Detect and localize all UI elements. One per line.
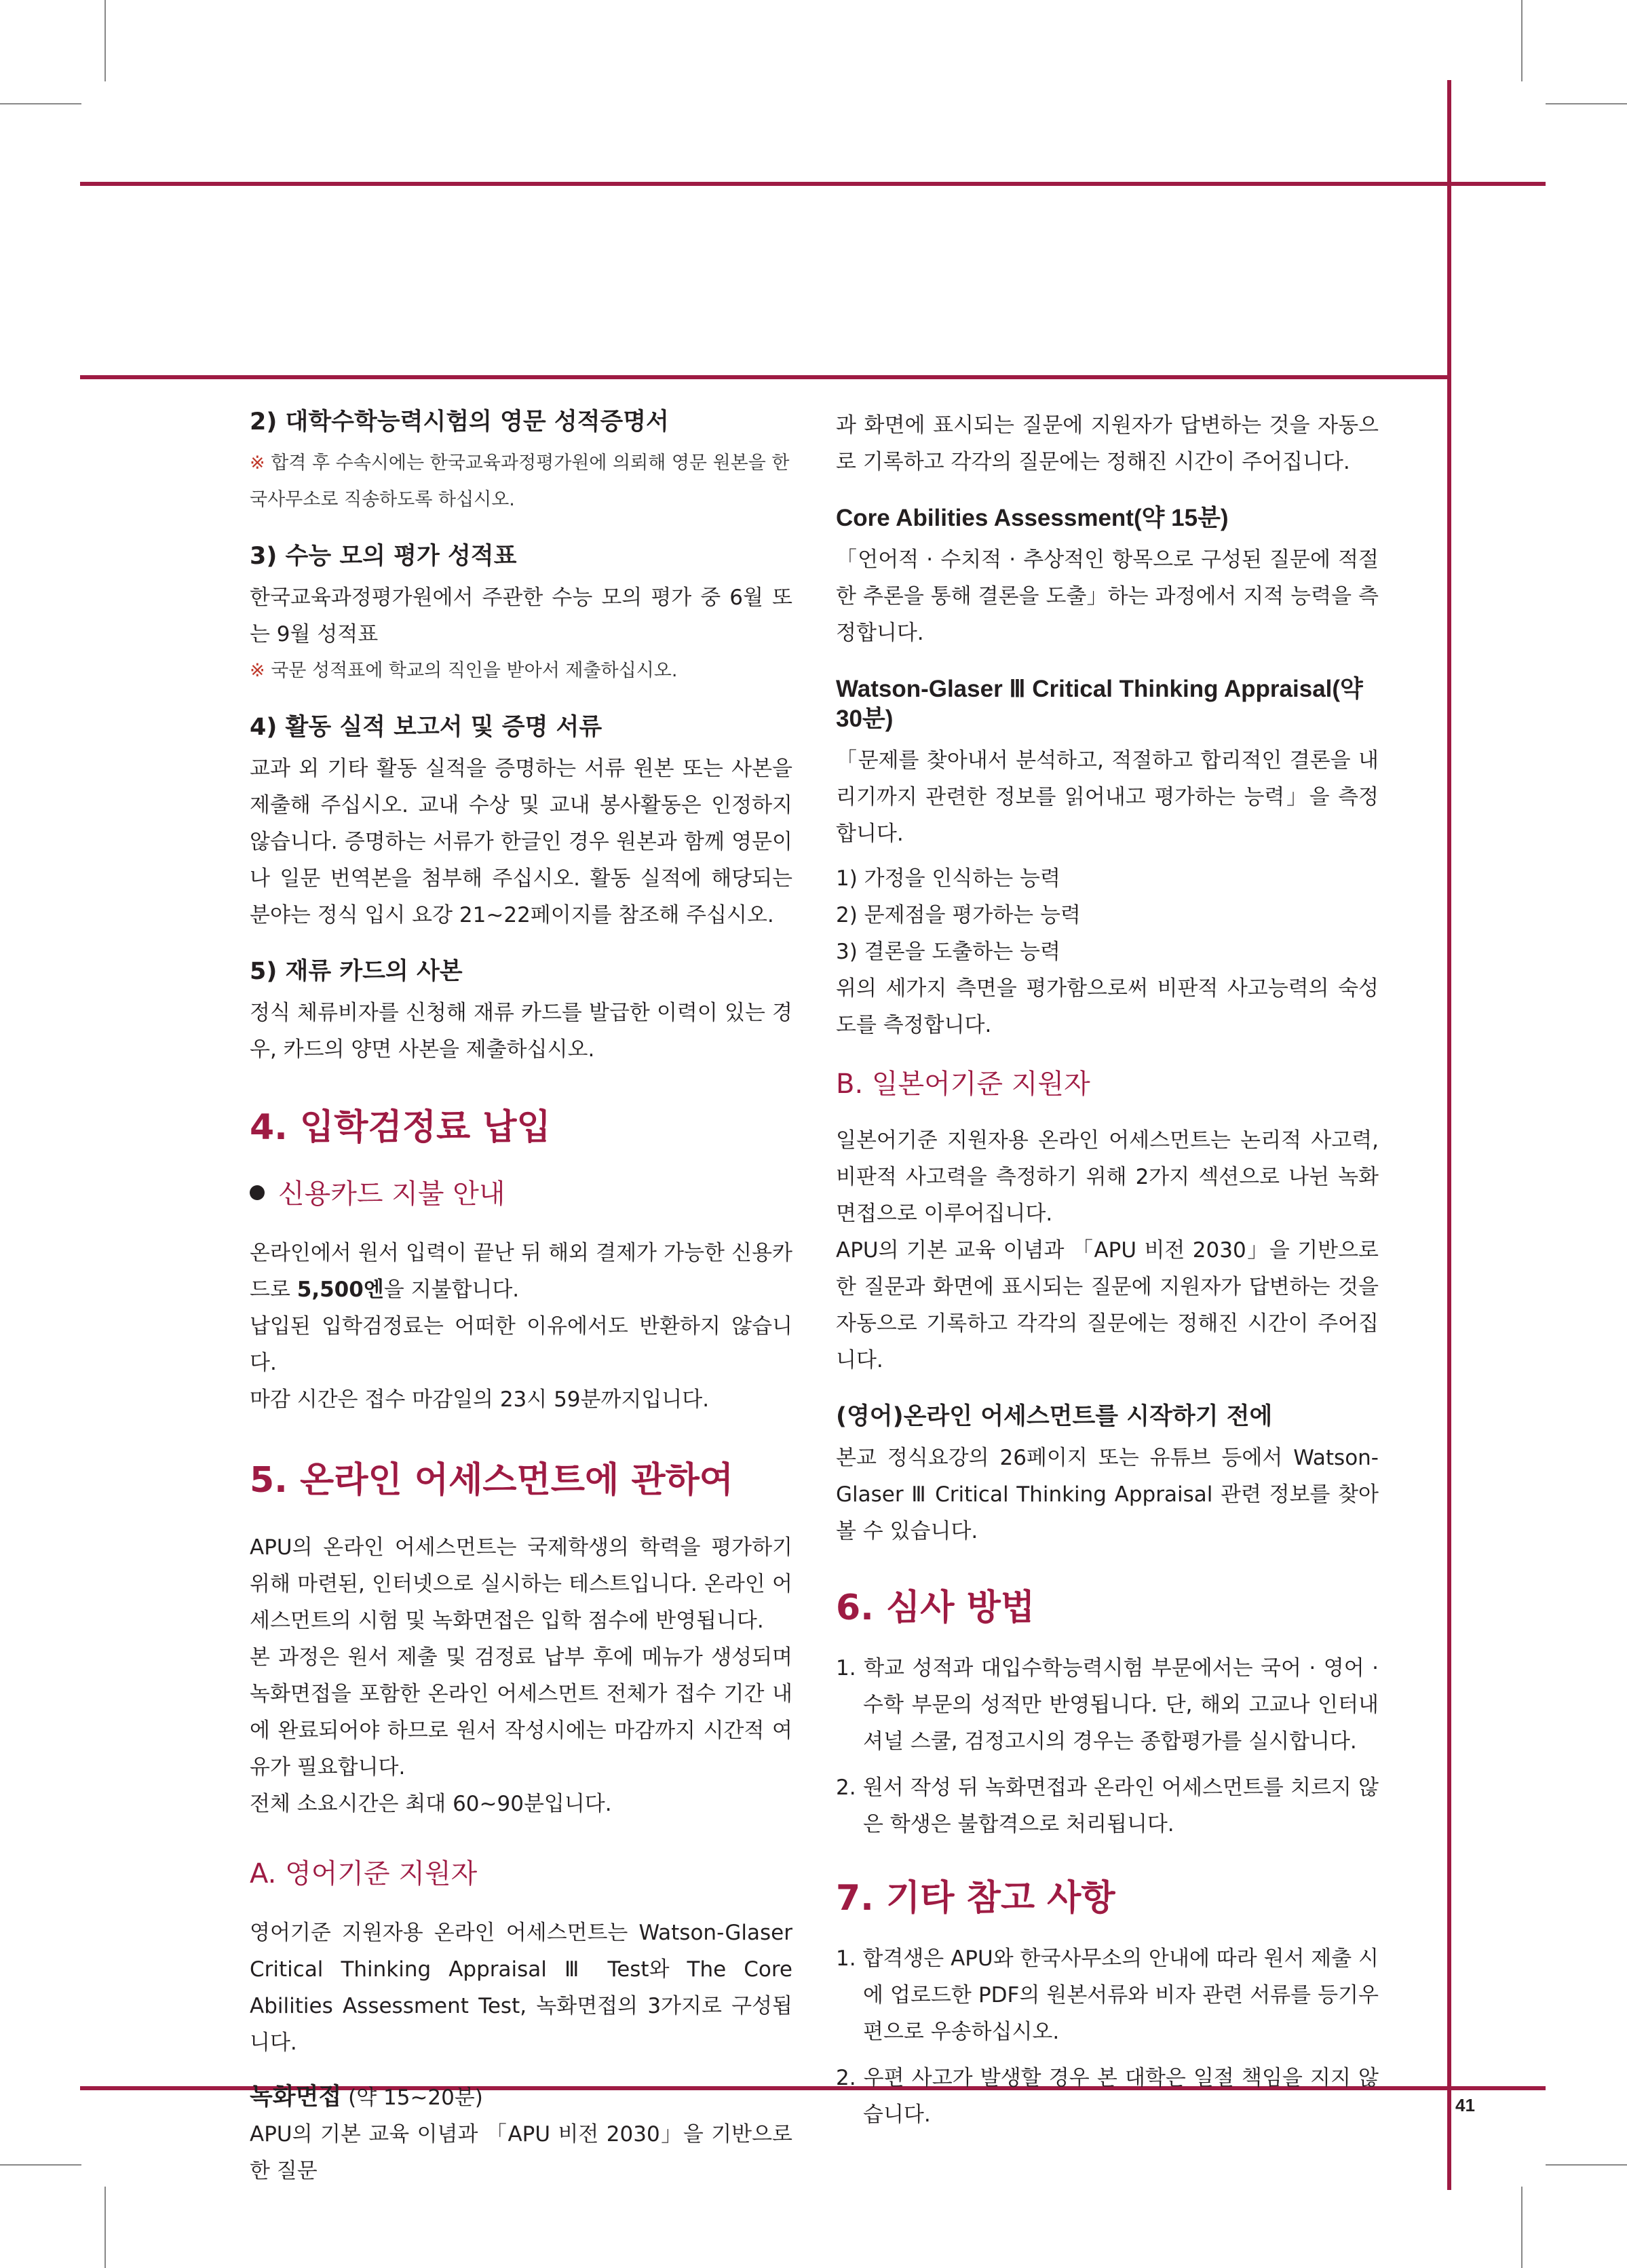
list-item: 3) 결론을 도출하는 능력 bbox=[836, 940, 1060, 964]
item-body: 교과 외 기타 활동 실적을 증명하는 서류 원본 또는 사본을 제출해 주십시오. 교내 수상 및 교내 봉사활동은 인정하지 않습니다. 증명하는 서류가 한글인 경우 원본과 함께 영문이나 일문 번역본을 첨부해 주십시오. 활동 실적에 해당되는 분야는 정식 입시 요강 21~22페이지를 참조해 주십시오. bbox=[250, 756, 792, 927]
crop-mark bbox=[0, 2164, 81, 2166]
video-title-bold: 녹화면접 bbox=[250, 2083, 342, 2111]
review-method-list bbox=[836, 1650, 1379, 1843]
item-body: 정식 체류비자를 신청해 재류 카드를 발급한 이력이 있는 경우, 카드의 양면 사본을 제출하십시오. bbox=[250, 1001, 792, 1062]
note-text: 국문 성적표에 학교의 직인을 받아서 제출하십시오. bbox=[271, 660, 678, 681]
watson-glaser-body: 「문제를 찾아내서 분석하고, 적절하고 합리적인 결론을 내리기까지 관련한 정보를 읽어내고 평가하는 능력」을 측정합니다. bbox=[836, 748, 1379, 846]
left-column bbox=[250, 407, 792, 2189]
other-notes-list bbox=[836, 1940, 1379, 2133]
ability-list bbox=[836, 860, 1379, 970]
list-item: 1. 학교 성적과 대입수학능력시험 부문에서는 국어 · 영어 · 수학 부문의 성적만 반영됩니다. 단, 해외 고교나 인터내셔널 스쿨, 검정고시의 경우는 종합평가를 실시합니다. bbox=[836, 1656, 1379, 1754]
video-interview-body: APU의 기본 교육 이념과 「APU 비전 2030」을 기반으로 한 질문 bbox=[250, 2122, 792, 2183]
online-paragraph: 전체 소요시간은 최대 60~90분입니다. bbox=[250, 1792, 612, 1816]
section-b-paragraph: APU의 기본 교육 이념과 「APU 비전 2030」을 기반으로 한 질문과 화면에 표시되는 질문에 지원자가 답변하는 것을 자동으로 기록하고 각각의 질문에는 정해진 시간이 주어집니다. bbox=[836, 1238, 1379, 1372]
core-abilities-title: Core Abilities Assessment(약 15분) bbox=[836, 505, 1229, 531]
crop-mark bbox=[1546, 103, 1627, 104]
note-mark: ※ bbox=[250, 660, 265, 681]
crop-mark bbox=[1546, 2164, 1627, 2166]
item-title: 3) 수능 모의 평가 성적표 bbox=[250, 543, 517, 570]
fee-amount: 5,500엔 bbox=[296, 1277, 384, 1302]
core-abilities-body: 「언어적 · 수치적 · 추상적인 항목으로 구성된 질문에 적절한 추론을 통해 결론을 도출」하는 과정에서 지적 능력을 측정합니다. bbox=[836, 547, 1379, 645]
right-column bbox=[836, 407, 1379, 2133]
credit-card-refund: 납입된 입학검정료는 어떠한 이유에서도 반환하지 않습니다. bbox=[250, 1314, 792, 1375]
vertical-rule bbox=[1447, 80, 1451, 2190]
text: 온라인에서 원서 입력이 끝난 뒤 해외 결제가 가능한 신용카드로 bbox=[250, 1241, 792, 1302]
page-number: 41 bbox=[1455, 2095, 1475, 2115]
heading-4: 4. 입학검정료 납입 bbox=[250, 1107, 551, 1148]
credit-card-title: 신용카드 지불 안내 bbox=[278, 1178, 505, 1210]
credit-card-deadline: 마감 시간은 접수 마감일의 23시 59분까지입니다. bbox=[250, 1387, 710, 1412]
note-text: 합격 후 수속시에는 한국교육과정평가원에 의뢰해 영문 원본을 한국사무소로 직송하도록 하십시오. bbox=[250, 453, 790, 510]
before-start-block bbox=[836, 1402, 1379, 1550]
item-title: 5) 재류 카드의 사본 bbox=[250, 958, 463, 985]
section-item-2 bbox=[250, 407, 792, 518]
watson-glaser-block bbox=[836, 674, 1379, 1043]
list-item: 2. 우편 사고가 발생할 경우 본 대학은 일절 책임을 지지 않습니다. bbox=[836, 2066, 1379, 2127]
text: 을 지불합니다. bbox=[383, 1277, 520, 1302]
credit-card-body bbox=[250, 1235, 792, 1308]
note bbox=[250, 445, 792, 518]
crop-mark bbox=[0, 103, 81, 104]
video-interview-continued: 과 화면에 표시되는 질문에 지원자가 답변하는 것을 자동으로 기록하고 각각의 질문에는 정해진 시간이 주어집니다. bbox=[836, 413, 1379, 474]
crop-mark bbox=[104, 2187, 106, 2268]
header-rule bbox=[80, 375, 1449, 379]
crop-mark bbox=[1521, 0, 1523, 81]
item-body: 한국교육과정평가원에서 주관한 수능 모의 평가 중 6월 또는 9월 성적표 bbox=[250, 585, 792, 647]
section-item-4 bbox=[250, 712, 792, 934]
online-paragraph: APU의 온라인 어세스먼트는 국제학생의 학력을 평가하기 위해 마련된, 인터넷으로 실시하는 테스트입니다. 온라인 어세스먼트의 시험 및 녹화면접은 입학 점수에 반영됩니다. bbox=[250, 1535, 792, 1633]
watson-glaser-summary: 위의 세가지 측면을 평가함으로써 비판적 사고능력의 숙성도를 측정합니다. bbox=[836, 976, 1379, 1037]
note bbox=[250, 653, 792, 689]
heading-7: 7. 기타 참고 사항 bbox=[836, 1878, 1115, 1919]
section-item-3 bbox=[250, 541, 792, 689]
top-rule bbox=[80, 182, 1546, 186]
section-a-title: A. 영어기준 지원자 bbox=[250, 1858, 478, 1889]
section-item-5 bbox=[250, 957, 792, 1068]
before-start-title: (영어)온라인 어세스먼트를 시작하기 전에 bbox=[836, 1403, 1273, 1430]
section-b-paragraph: 일본어기준 지원자용 온라인 어세스먼트는 논리적 사고력, 비판적 사고력을 측정하기 위해 2가지 섹션으로 나뉜 녹화면접으로 이루어집니다. bbox=[836, 1128, 1379, 1226]
before-start-body: 본교 정식요강의 26페이지 또는 유튜브 등에서 Watson-Glaser Ⅲ Critical Thinking Appraisal 관련 정보를 찾아볼 수 있습니다. bbox=[836, 1446, 1379, 1543]
section-b-title: B. 일본어기준 지원자 bbox=[836, 1069, 1090, 1100]
video-title-duration: (약 15~20분) bbox=[341, 2086, 483, 2110]
heading-6: 6. 심사 방법 bbox=[836, 1588, 1035, 1628]
list-item: 2) 문제점을 평가하는 능력 bbox=[836, 903, 1081, 927]
item-title: 2) 대학수학능력시험의 영문 성적증명서 bbox=[250, 408, 669, 436]
crop-mark bbox=[1521, 2187, 1523, 2268]
note-mark: ※ bbox=[250, 453, 265, 474]
item-title: 4) 활동 실적 보고서 및 증명 서류 bbox=[250, 714, 602, 741]
bullet-icon bbox=[250, 1185, 265, 1200]
online-paragraph: 본 과정은 원서 제출 및 검정료 납부 후에 메뉴가 생성되며 녹화면접을 포함한 온라인 어세스먼트 전체가 접수 기간 내에 완료되어야 하므로 원서 작성시에는 마감까지 시간적 여유가 필요합니다. bbox=[250, 1645, 792, 1780]
video-interview-title bbox=[250, 2079, 792, 2116]
list-item: 2. 원서 작성 뒤 녹화면접과 온라인 어세스먼트를 치르지 않은 학생은 불합격으로 처리됩니다. bbox=[836, 1775, 1379, 1837]
credit-card-heading bbox=[250, 1176, 792, 1212]
heading-5: 5. 온라인 어세스먼트에 관하여 bbox=[250, 1460, 734, 1501]
watson-glaser-title: Watson-Glaser Ⅲ Critical Thinking Appraisal(약 30분) bbox=[836, 676, 1363, 732]
list-item: 1. 합격생은 APU와 한국사무소의 안내에 따라 원서 제출 시에 업로드한 PDF의 원본서류와 비자 관련 서류를 등기우편으로 우송하십시오. bbox=[836, 1946, 1379, 2044]
list-item: 1) 가정을 인식하는 능력 bbox=[836, 866, 1060, 891]
crop-mark bbox=[104, 0, 106, 81]
core-abilities-block bbox=[836, 503, 1379, 651]
section-a-body: 영어기준 지원자용 온라인 어세스먼트는 Watson-Glaser Critical Thinking Appraisal Ⅲ Test와 The Core Abilities Assessment Test, 녹화면접의 3가지로 구성됩니다. bbox=[250, 1921, 792, 2055]
